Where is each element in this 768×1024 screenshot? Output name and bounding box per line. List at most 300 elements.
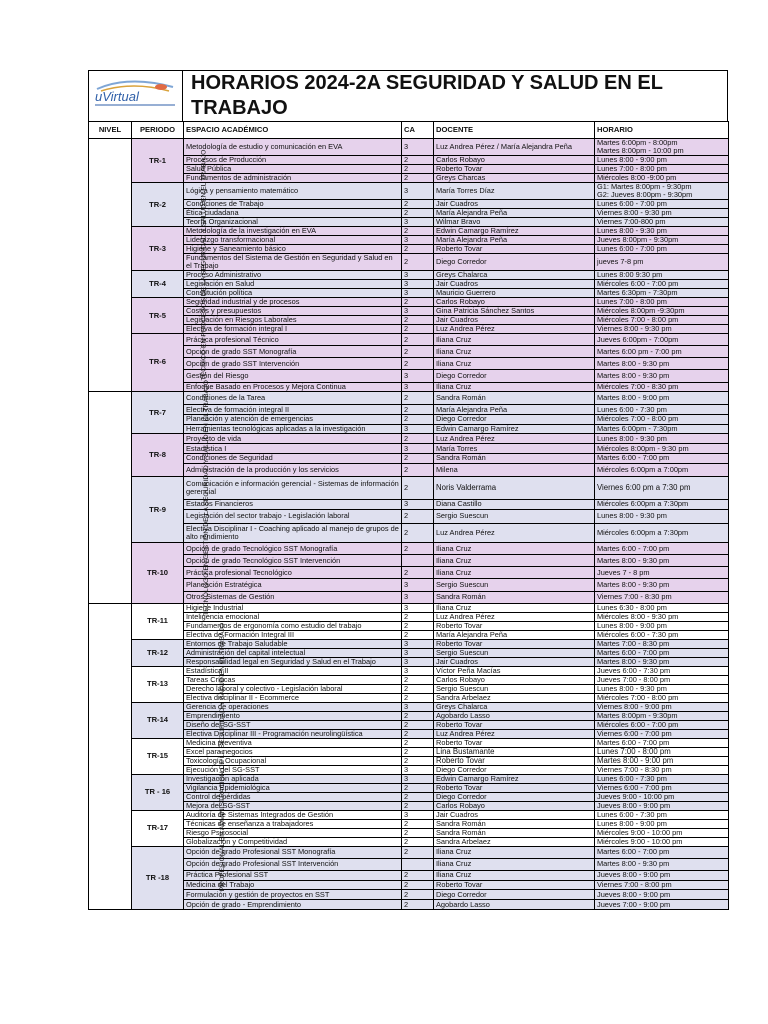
espacio-cell: Técnicas de enseñanza a trabajadores [184, 819, 402, 828]
horario-cell: Jueves 7:00 - 9:00 pm [595, 900, 729, 910]
docente-cell: Iliana Cruz [434, 603, 595, 612]
table-row [89, 792, 729, 801]
table-row [89, 880, 729, 890]
ca-cell: 3 [402, 424, 434, 434]
horario-cell: Martes 8:00 - 9:30 pm [595, 579, 729, 591]
table-row [89, 702, 729, 711]
espacio-cell: Riesgo Psicosocial [184, 828, 402, 837]
espacio-cell: Tareas Críticas [184, 675, 402, 684]
horario-cell: Miércoles 8:00 -9:00 pm [595, 174, 729, 183]
ca-cell: 3 [402, 382, 434, 391]
horario-cell: Jueves 6:00pm - 7:00pm [595, 334, 729, 346]
espacio-cell: Planeación Estratégica [184, 579, 402, 591]
horario-cell: Lunes 8:00 - 9:30 pm [595, 684, 729, 693]
espacio-cell: Electiva Disciplinar III - Programación neurolingüística [184, 729, 402, 738]
espacio-cell: Opción de grado Profesional SST Monografía [184, 846, 402, 858]
periodo-cell: TR-1 [132, 139, 184, 183]
page-title: HORARIOS 2024-2A SEGURIDAD Y SALUD EN EL TRABAJO [182, 70, 728, 122]
espacio-cell: Herramientas tecnológicas aplicadas a la investigación [184, 424, 402, 434]
espacio-cell: Fundamentos de administración [184, 174, 402, 183]
ca-cell: 2 [402, 316, 434, 325]
docente-cell: Roberto Tovar [434, 756, 595, 765]
docente-cell: Luz Andrea Pérez [434, 729, 595, 738]
horario-cell: Miércoles 7:00 - 8:00 pm [595, 415, 729, 425]
horario-cell: Viernes 7:00 - 8:30 pm [595, 765, 729, 774]
ca-cell: 2 [402, 509, 434, 523]
horario-cell: Martes 6:30pm - 7:30pm [595, 289, 729, 298]
ca-cell: 2 [402, 209, 434, 218]
table-row [89, 858, 729, 870]
docente-cell: Sandra Román [434, 453, 595, 463]
periodo-cell: TR-11 [132, 603, 184, 639]
horario-cell: Lunes 6:00 - 7:00 pm [595, 200, 729, 209]
uvirtual-logo [89, 71, 181, 121]
table-row [89, 612, 729, 621]
espacio-cell: Constitución política [184, 289, 402, 298]
periodo-cell: TR-9 [132, 477, 184, 543]
periodo-cell: TR-15 [132, 738, 184, 774]
horario-cell: Martes 6:00 - 7:00 pm [595, 543, 729, 555]
docente-cell: Diego Corredor [434, 792, 595, 801]
table-row [89, 693, 729, 702]
table-row [89, 801, 729, 810]
nivel-label: TECNÓLOGO EN GESTIÓN DE LA SEGURIDAD Y SALUD EN EL TRABAJO [202, 379, 210, 616]
ca-cell: 2 [402, 870, 434, 880]
ca-cell: 2 [402, 358, 434, 370]
espacio-cell: Legislación del sector trabajo - Legislación laboral [184, 509, 402, 523]
horario-cell: Viernes 7:00-800 pm [595, 218, 729, 227]
table-row [89, 747, 729, 756]
table-row [89, 591, 729, 603]
docente-cell: Gina Patricia Sánchez Santos [434, 307, 595, 316]
docente-cell: María Alejandra Peña [434, 405, 595, 415]
ca-cell [402, 555, 434, 567]
periodo-cell: TR-6 [132, 334, 184, 392]
espacio-cell: Práctica profesional Técnico [184, 334, 402, 346]
espacio-cell: Enfoque Basado en Procesos y Mejora Continua [184, 382, 402, 391]
docente-cell: Iliana Cruz [434, 382, 595, 391]
periodo-cell: TR-14 [132, 702, 184, 738]
horario-cell: Lunes 8:00 - 9:30 pm [595, 227, 729, 236]
horario-line: G2: Jueves 8:00pm - 9:30pm [597, 190, 693, 199]
table-row [89, 738, 729, 747]
espacio-cell: Excel para negocios [184, 747, 402, 756]
ca-cell: 2 [402, 801, 434, 810]
ca-cell: 2 [402, 846, 434, 858]
horario-cell [595, 183, 729, 200]
horario-cell: Lunes 6:00 - 7:30 pm [595, 774, 729, 783]
horario-cell: Martes 6:00pm - 7:30pm [595, 424, 729, 434]
table-row [89, 774, 729, 783]
espacio-cell: Estadística I [184, 444, 402, 454]
docente-cell: Luz Andrea Pérez [434, 612, 595, 621]
docente-cell: Diego Corredor [434, 415, 595, 425]
docente-cell: Sandra Román [434, 819, 595, 828]
docente-cell: Sergio Suescun [434, 509, 595, 523]
table-row [89, 870, 729, 880]
espacio-cell: Procesos de Producción [184, 156, 402, 165]
espacio-cell: Mejora del SG-SST [184, 801, 402, 810]
horario-cell: Viernes 6:00 - 7:00 pm [595, 783, 729, 792]
periodo-cell: TR-13 [132, 666, 184, 702]
docente-cell: Sandra Román [434, 591, 595, 603]
table-row [89, 621, 729, 630]
horario-cell: Lunes 6:00 - 7:00 pm [595, 245, 729, 254]
table-row [89, 523, 729, 542]
table-row [89, 325, 729, 334]
docente-cell: Milena [434, 463, 595, 477]
docente-cell: Diego Corredor [434, 254, 595, 271]
table-row [89, 405, 729, 415]
espacio-cell: Entornos de Trabajo Saludable [184, 639, 402, 648]
ca-cell: 2 [402, 900, 434, 910]
ca-cell: 2 [402, 783, 434, 792]
espacio-cell: Comunicación e información gerencial - Sistemas de información gerencial [184, 477, 402, 500]
ca-cell: 2 [402, 720, 434, 729]
ca-cell: 3 [402, 774, 434, 783]
espacio-cell: Auditoría de Sistemas Integrados de Gestión [184, 810, 402, 819]
ca-cell: 3 [402, 289, 434, 298]
table-row [89, 555, 729, 567]
docente-cell: Jair Cuadros [434, 316, 595, 325]
horario-cell: Lunes 7:00 - 8:00 pm [595, 298, 729, 307]
table-row [89, 477, 729, 500]
horario-cell: Miércoles 9:00 - 10:00 pm [595, 828, 729, 837]
espacio-cell: Electiva disciplinar II - Ecommerce [184, 693, 402, 702]
espacio-cell: Condiciones de la Tarea [184, 391, 402, 405]
docente-cell: Víctor Peña Macías [434, 666, 595, 675]
ca-cell: 2 [402, 434, 434, 444]
docente-cell: Diego Corredor [434, 370, 595, 382]
docente-cell: María Torres Díaz [434, 183, 595, 200]
schedule-table [88, 121, 729, 910]
table-row [89, 424, 729, 434]
horario-cell [595, 139, 729, 156]
table-row [89, 900, 729, 910]
horario-cell: Lunes 8:00 - 9:30 pm [595, 509, 729, 523]
table-row [89, 543, 729, 555]
ca-cell: 2 [402, 747, 434, 756]
espacio-cell: Toxicología Ocupacional [184, 756, 402, 765]
table-row [89, 567, 729, 579]
docente-cell: Jair Cuadros [434, 280, 595, 289]
table-row [89, 463, 729, 477]
ca-cell: 2 [402, 684, 434, 693]
ca-cell: 3 [402, 236, 434, 245]
ca-cell: 3 [402, 139, 434, 156]
horario-cell: Viernes 8:00 - 9:30 pm [595, 325, 729, 334]
header-docente: DOCENTE [434, 122, 595, 139]
horario-cell: Lunes 8:00 - 9:00 pm [595, 819, 729, 828]
horario-cell: Lunes 6:00 - 7:30 pm [595, 810, 729, 819]
docente-cell: Diego Corredor [434, 765, 595, 774]
header-horario: HORARIO [595, 122, 729, 139]
table-row [89, 391, 729, 405]
espacio-cell: Administración de la producción y los servicios [184, 463, 402, 477]
ca-cell: 3 [402, 280, 434, 289]
horario-cell: Viernes 7:00 - 8:30 pm [595, 591, 729, 603]
ca-cell: 2 [402, 346, 434, 358]
table-row [89, 846, 729, 858]
docente-cell: Sandra Arbelaez [434, 837, 595, 846]
espacio-cell: Práctica Profesional SST [184, 870, 402, 880]
docente-cell: Iliana Cruz [434, 555, 595, 567]
docente-cell: Carlos Robayo [434, 801, 595, 810]
ca-cell: 2 [402, 334, 434, 346]
docente-cell: Sergio Suescun [434, 684, 595, 693]
espacio-cell: Gerencia de operaciones [184, 702, 402, 711]
docente-cell: Carlos Robayo [434, 298, 595, 307]
docente-cell: Roberto Tovar [434, 245, 595, 254]
docente-cell: Iliana Cruz [434, 870, 595, 880]
horario-line: G1: Martes 8:00pm - 9:30pm [597, 182, 692, 191]
docente-cell: Greys Chalarca [434, 702, 595, 711]
espacio-cell: Seguridad industrial y de procesos [184, 298, 402, 307]
ca-cell: 2 [402, 165, 434, 174]
espacio-cell: Ética ciudadana [184, 209, 402, 218]
periodo-cell: TR-7 [132, 391, 184, 434]
espacio-cell: Salud Pública [184, 165, 402, 174]
docente-cell: Luz Andrea Pérez / María Alejandra Peña [434, 139, 595, 156]
horario-cell: Jueves 6:00 - 7:30 pm [595, 666, 729, 675]
horario-cell: Miércoles 8:00pm -9:30pm [595, 307, 729, 316]
ca-cell: 3 [402, 765, 434, 774]
espacio-cell: Condiciones de Trabajo [184, 200, 402, 209]
ca-cell: 2 [402, 738, 434, 747]
table-row [89, 828, 729, 837]
header-espacio: ESPACIO ACADÉMICO [184, 122, 402, 139]
horario-cell: Lunes 8:00 9:30 pm [595, 271, 729, 280]
docente-cell: Roberto Tovar [434, 720, 595, 729]
docente-cell: Agobardo Lasso [434, 711, 595, 720]
espacio-cell: Lógica y pensamiento matemático [184, 183, 402, 200]
ca-cell: 3 [402, 648, 434, 657]
horario-cell: Miércoles 6:00 - 7:00 pm [595, 280, 729, 289]
horario-line: Martes 6:00pm - 8:00pm [597, 138, 678, 147]
table-row [89, 675, 729, 684]
espacio-cell: Legislación en Riesgos Laborales [184, 316, 402, 325]
horario-cell: Lunes 8:00 - 9:30 pm [595, 434, 729, 444]
schedule-body [89, 139, 729, 910]
docente-cell: Agobardo Lasso [434, 900, 595, 910]
espacio-cell: Opción de grado Tecnológico SST Intervención [184, 555, 402, 567]
ca-cell: 2 [402, 567, 434, 579]
docente-cell: Edwin Camargo Ramírez [434, 424, 595, 434]
espacio-cell: Electiva Disciplinar I - Coaching aplicado al manejo de grupos de alto rendimiento [184, 523, 402, 542]
ca-cell: 2 [402, 819, 434, 828]
periodo-cell: TR - 16 [132, 774, 184, 810]
docente-cell: Roberto Tovar [434, 880, 595, 890]
ca-cell: 2 [402, 463, 434, 477]
docente-cell: Noris Valderrama [434, 477, 595, 500]
ca-cell: 3 [402, 183, 434, 200]
docente-cell: Greys Charcas [434, 174, 595, 183]
ca-cell: 2 [402, 693, 434, 702]
table-row [89, 139, 729, 156]
horario-cell: jueves 7-8 pm [595, 254, 729, 271]
ca-cell: 3 [402, 591, 434, 603]
horario-cell: Lunes 7:00 - 8:00 pm [595, 747, 729, 756]
espacio-cell: Planeación y atención de emergencias [184, 415, 402, 425]
docente-cell: Edwin Camargo Ramírez [434, 227, 595, 236]
horario-cell: Martes 7:00 - 8:30 pm [595, 639, 729, 648]
docente-cell: Luz Andrea Pérez [434, 523, 595, 542]
ca-cell: 2 [402, 254, 434, 271]
horario-cell: Lunes 8:00 - 9:00 pm [595, 156, 729, 165]
horario-cell: Martes 8:00 - 9:00 pm [595, 756, 729, 765]
table-row [89, 810, 729, 819]
docente-cell: Roberto Tovar [434, 783, 595, 792]
espacio-cell: Opción de grado Profesional SST Intervención [184, 858, 402, 870]
ca-cell: 2 [402, 200, 434, 209]
ca-cell: 3 [402, 370, 434, 382]
docente-cell: Iliana Cruz [434, 334, 595, 346]
table-row [89, 245, 729, 254]
espacio-cell: Gestión del Riesgo [184, 370, 402, 382]
header-nivel: NIVEL [89, 122, 132, 139]
horario-cell: Martes 8:00pm - 9:30pm [595, 711, 729, 720]
docente-cell: Edwin Camargo Ramírez [434, 774, 595, 783]
horario-cell: Miércoles 6:00pm a 7:30pm [595, 500, 729, 510]
horario-cell: Miércoles 6:00 - 7:00 pm [595, 720, 729, 729]
table-row [89, 720, 729, 729]
horario-cell: Miércoles 8:00pm - 9:30 pm [595, 444, 729, 454]
horario-cell: Jueves 7:00 - 8:00 pm [595, 675, 729, 684]
espacio-cell: Fundamentos del Sistema de Gestión en Seguridad y Salud en el Trabajo [184, 254, 402, 271]
espacio-cell: Fundamentos de ergonomía como estudio del trabajo [184, 621, 402, 630]
ca-cell: 3 [402, 500, 434, 510]
horario-cell: Lunes 6:00 - 7:30 pm [595, 405, 729, 415]
ca-cell: 3 [402, 444, 434, 454]
horario-cell: Miércoles 6:00 - 7:30 pm [595, 630, 729, 639]
horario-cell: Martes 6:00 - 7:00 pm [595, 453, 729, 463]
espacio-cell: Legislación en Salud [184, 280, 402, 289]
horario-cell: Jueves 8:00 - 9:00 pm [595, 870, 729, 880]
ca-cell: 2 [402, 325, 434, 334]
espacio-cell: Control de pérdidas [184, 792, 402, 801]
espacio-cell: Responsabilidad legal en Seguridad y Salud en el Trabajo [184, 657, 402, 666]
ca-cell: 3 [402, 639, 434, 648]
ca-cell: 2 [402, 477, 434, 500]
espacio-cell: Opción de grado SST Monografía [184, 346, 402, 358]
periodo-cell: TR-10 [132, 543, 184, 604]
docente-cell: Iliana Cruz [434, 358, 595, 370]
docente-cell: Luz Andrea Pérez [434, 434, 595, 444]
table-row [89, 444, 729, 454]
horario-cell: Miércoles 6:00pm a 7:00pm [595, 463, 729, 477]
docente-cell: Iliana Cruz [434, 346, 595, 358]
docente-cell: Lina Bustamante [434, 747, 595, 756]
horario-cell: Jueves 9:00 - 10:00 pm [595, 792, 729, 801]
ca-cell: 3 [402, 218, 434, 227]
horario-cell: Viernes 8:00 - 9:30 pm [595, 209, 729, 218]
table-row [89, 819, 729, 828]
docente-cell: Carlos Robayo [434, 156, 595, 165]
ca-cell: 3 [402, 603, 434, 612]
header-ca: CA [402, 122, 434, 139]
ca-cell: 2 [402, 245, 434, 254]
table-row [89, 346, 729, 358]
espacio-cell: Medicina preventiva [184, 738, 402, 747]
espacio-cell: Derecho laboral y colectivo - Legislación laboral [184, 684, 402, 693]
espacio-cell: Higiene y Saneamiento básico [184, 245, 402, 254]
espacio-cell: Vigilancia Epidemiológica [184, 783, 402, 792]
periodo-cell: TR-17 [132, 810, 184, 846]
horario-cell: Miércoles 9:00 - 10:00 pm [595, 837, 729, 846]
horario-cell: Miércoles 7:00 - 8:00 pm [595, 693, 729, 702]
docente-cell: Sandra Román [434, 828, 595, 837]
ca-cell: 2 [402, 227, 434, 236]
docente-cell: Diana Castillo [434, 500, 595, 510]
table-row [89, 783, 729, 792]
espacio-cell: Metodología de la investigación en EVA [184, 227, 402, 236]
horario-cell: Viernes 6:00 - 7:00 pm [595, 729, 729, 738]
docente-cell: María Alejandra Peña [434, 209, 595, 218]
docente-cell: Carlos Robayo [434, 675, 595, 684]
ca-cell: 2 [402, 523, 434, 542]
header-row [89, 122, 729, 139]
docente-cell: Iliana Cruz [434, 858, 595, 870]
ca-cell: 2 [402, 612, 434, 621]
docente-cell: Roberto Tovar [434, 738, 595, 747]
table-row [89, 183, 729, 200]
espacio-cell: Electiva de formación integral I [184, 325, 402, 334]
table-row [89, 334, 729, 346]
table-row [89, 837, 729, 846]
horario-cell: Jueves 8:00pm - 9:30pm [595, 236, 729, 245]
espacio-cell: Liderazgo transformacional [184, 236, 402, 245]
docente-cell: Jair Cuadros [434, 810, 595, 819]
espacio-cell: Otros Sistemas de Gestión [184, 591, 402, 603]
ca-cell: 2 [402, 415, 434, 425]
docente-cell: Wilmar Bravo [434, 218, 595, 227]
espacio-cell: Electiva de formación integral II [184, 405, 402, 415]
horario-cell: Martes 8:00 - 9:00 pm [595, 391, 729, 405]
docente-cell: María Alejandra Peña [434, 630, 595, 639]
ca-cell: 2 [402, 890, 434, 900]
table-row [89, 415, 729, 425]
espacio-cell: Costos y presupuestos [184, 307, 402, 316]
horario-cell: Martes 8:00 - 9:30 pm [595, 370, 729, 382]
docente-cell: Jair Cuadros [434, 657, 595, 666]
periodo-cell: TR-2 [132, 183, 184, 227]
table-row [89, 684, 729, 693]
horario-cell: Martes 6:00 pm - 7:00 pm [595, 346, 729, 358]
espacio-cell: Opción de grado Tecnológico SST Monografía [184, 543, 402, 555]
ca-cell: 2 [402, 837, 434, 846]
ca-cell: 2 [402, 453, 434, 463]
table-row [89, 453, 729, 463]
ca-cell: 2 [402, 156, 434, 165]
horario-cell: Lunes 7:00 - 8:00 pm [595, 165, 729, 174]
espacio-cell: Medicina del Trabajo [184, 880, 402, 890]
table-row [89, 711, 729, 720]
table-row [89, 729, 729, 738]
ca-cell: 2 [402, 298, 434, 307]
docente-cell: Roberto Tovar [434, 165, 595, 174]
table-row [89, 630, 729, 639]
horario-cell: Martes 8:00 - 9:30 pm [595, 555, 729, 567]
docente-cell: Jair Cuadros [434, 200, 595, 209]
periodo-cell: TR-12 [132, 639, 184, 666]
ca-cell: 3 [402, 307, 434, 316]
horario-cell: Martes 6:00 - 7:00 pm [595, 738, 729, 747]
ca-cell: 2 [402, 711, 434, 720]
periodo-cell: TR-8 [132, 434, 184, 477]
espacio-cell: Estadística II [184, 666, 402, 675]
table-row [89, 657, 729, 666]
periodo-cell: TR-4 [132, 271, 184, 298]
